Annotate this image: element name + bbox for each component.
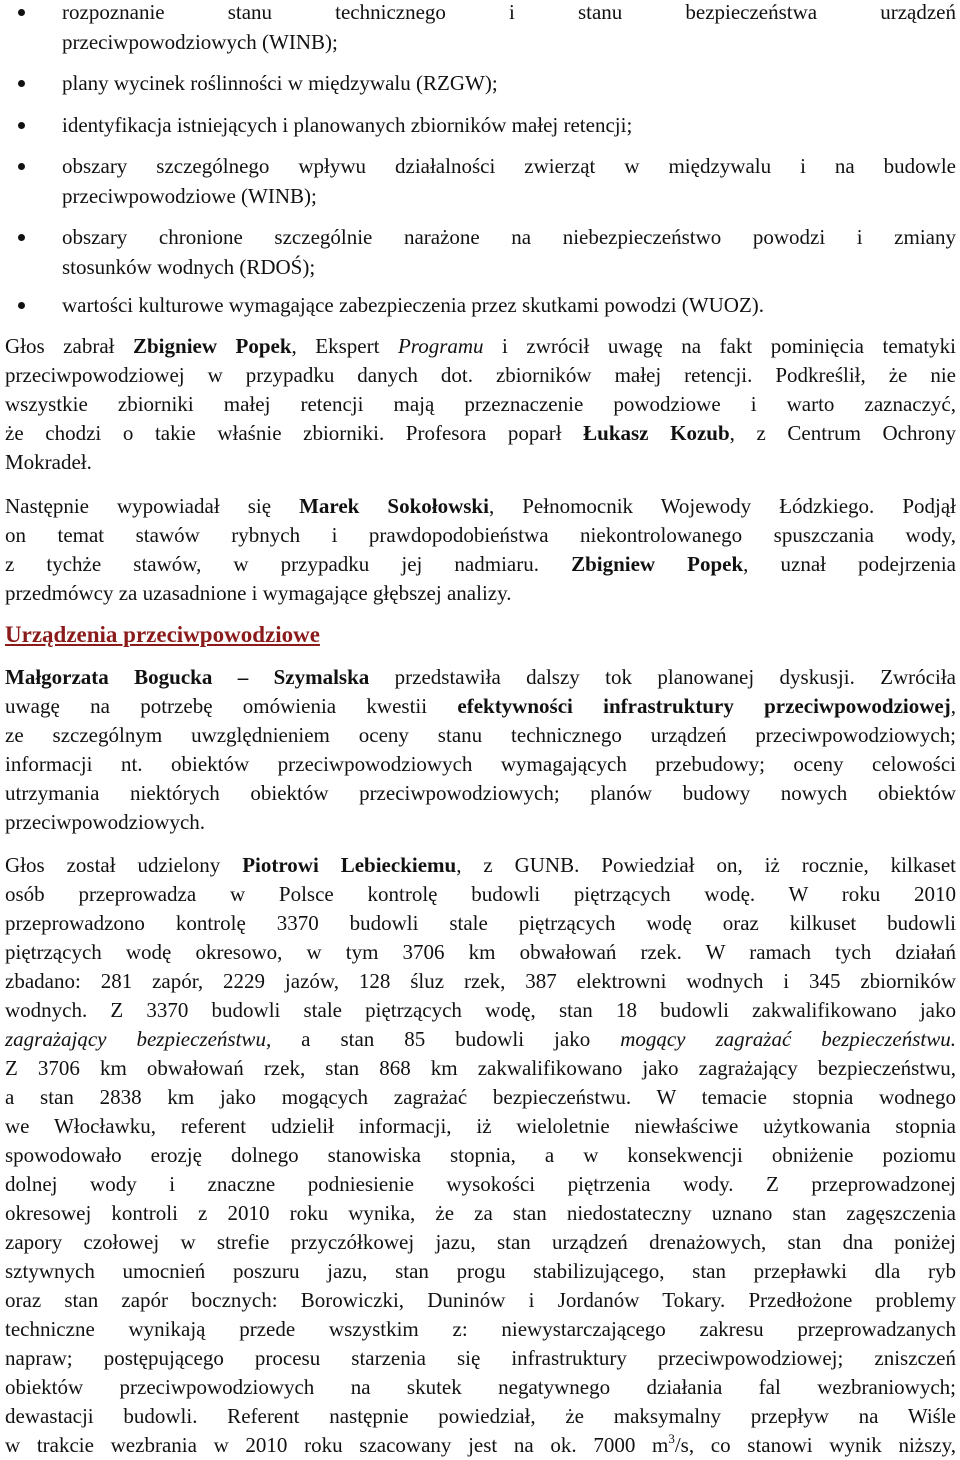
bullet-icon xyxy=(18,234,25,241)
paragraph-line: informacji nt. obiektów przeciwpowodziowych wymagających przebudowy; oceny celowości xyxy=(5,752,956,776)
paragraph-line: ze szczególnym uwzględnieniem oceny stanu technicznego urządzeń przeciwpowodziowych; xyxy=(5,723,956,747)
paragraph-line: wszystkie zbiorniki małej retencji mają przeznaczenie powodziowe i warto zaznaczyć, xyxy=(5,392,956,416)
paragraph-line: osób przeprowadza w Polsce kontrolę budowli piętrzących wodę. W roku 2010 xyxy=(5,882,956,906)
person-name: Zbigniew Popek xyxy=(133,334,292,358)
paragraph-line: Głos zabrał Zbigniew Popek, Ekspert Programu i zwrócił uwagę na fakt pominięcia tematyki xyxy=(5,334,956,358)
bullet-icon xyxy=(18,163,25,170)
paragraph-line: że chodzi o takie właśnie zbiorniki. Profesora poparł Łukasz Kozub, z Centrum Ochrony xyxy=(5,421,956,445)
bullet-text-line: przeciwpowodziowe (WINB); xyxy=(62,184,317,208)
bullet-icon xyxy=(18,80,25,87)
paragraph-line: utrzymania niektórych obiektów przeciwpowodziowych; planów budowy nowych obiektów xyxy=(5,781,956,805)
bullet-icon xyxy=(18,122,25,129)
bullet-icon xyxy=(18,9,25,16)
paragraph-line: zapory czołowej w strefie przyczółkowej jazu, stan urządzeń drenażowych, stan dna poniżej xyxy=(5,1230,956,1254)
paragraph-line: w trakcie wezbrania w 2010 roku szacowany jest na ok. 7000 $m^3/s$, co stanowi wynik niższy, xyxy=(5,1431,956,1457)
paragraph-line: napraw; postępującego procesu starzenia się infrastruktury przeciwpowodziowej; zniszczeń xyxy=(5,1346,956,1370)
paragraph-line: wodnych. Z 3370 budowli stale piętrzących wodę, stan 18 budowli zakwalifikowano jako xyxy=(5,998,956,1022)
bullet-text-line: plany wycinek roślinności w międzywalu (RZGW); xyxy=(62,71,498,95)
paragraph-line: dewastacji budowli. Referent następnie powiedział, że maksymalny przepływ na Wiśle xyxy=(5,1404,956,1428)
person-name: Małgorzata Bogucka – Szymalska xyxy=(5,665,370,689)
paragraph-line: przeprowadzono kontrolę 3370 budowli stale piętrzących wodę oraz kilkuset budowli xyxy=(5,911,956,935)
paragraph-line: uwagę na potrzebę omówienia kwestii efektywności infrastruktury przeciwpowodziowej, xyxy=(5,694,956,718)
paragraph-line: on temat stawów rybnych i prawdopodobieństwa niekontrolowanego spuszczania wody, xyxy=(5,523,956,547)
person-name: Piotrowi Lebieckiemu xyxy=(242,853,457,877)
paragraph-line: przeciwpowodziowych. xyxy=(5,810,206,834)
paragraph-line: spowodowało erozję dolnego stanowiska stopnia, a w konsekwencji obniżenie poziomu xyxy=(5,1143,956,1167)
person-name: Łukasz Kozub xyxy=(583,421,730,445)
bullet-text-line: wartości kulturowe wymagające zabezpieczenia przez skutkami powodzi (WUOZ). xyxy=(62,293,765,317)
superscript: 3 xyxy=(668,1431,675,1446)
bullet-text-line: obszary szczególnego wpływu działalności zwierząt w międzywalu i na budowle xyxy=(62,154,956,178)
paragraph-line: oraz stan zapór bocznych: Borowiczki, Duninów i Jordanów Tokary. Przedłożone problemy xyxy=(5,1288,956,1312)
person-name: Zbigniew Popek xyxy=(571,552,744,576)
paragraph-line: techniczne wynikają przede wszystkim z: niewystarczającego zakresu przeprowadzanych xyxy=(5,1317,956,1341)
paragraph-line: obiektów przeciwpowodziowych na skutek negatywnego działania fal wezbraniowych; xyxy=(5,1375,956,1399)
paragraph-line: piętrzących wodę okresowo, w tym 3706 km obwałowań rzek. W ramach tych działań xyxy=(5,940,956,964)
bullet-text-line: rozpoznanie stanu technicznego i stanu bezpieczeństwa urządzeń xyxy=(62,0,956,24)
paragraph-line: Małgorzata Bogucka – Szymalska przedstawiła dalszy tok planowanej dyskusji. Zwróciła xyxy=(5,665,956,689)
paragraph-line: okresowej kontroli z 2010 roku wynika, że za stan niedostateczny uznano stan zagęszczenia xyxy=(5,1201,956,1225)
paragraph-line: a stan 2838 km jako mogących zagrażać bezpieczeństwu. W temacie stopnia wodnego xyxy=(5,1085,956,1109)
person-name: Marek Sokołowski xyxy=(299,494,489,518)
paragraph-line: Mokradeł. xyxy=(5,450,92,474)
paragraph-line: przeciwpowodziowej w przypadku danych dot. zbiorników małej retencji. Podkreślił, że nie xyxy=(5,363,956,387)
paragraph-line: we Włocławku, referent udzielił informacji, iż wieloletnie niewłaściwe użytkowania stopnia xyxy=(5,1114,956,1138)
paragraph-line: z tychże stawów, w przypadku jej nadmiaru. Zbigniew Popek, uznał podejrzenia xyxy=(5,552,956,576)
section-heading: Urządzenia przeciwpowodziowe xyxy=(5,622,320,647)
paragraph-line: przedmówcy za uzasadnione i wymagające głębszej analizy. xyxy=(5,581,512,605)
paragraph-line: Następnie wypowiadał się Marek Sokołowski, Pełnomocnik Wojewody Łódzkiego. Podjął xyxy=(5,494,956,518)
bullet-text-line: identyfikacja istniejących i planowanych zbiorników małej retencji; xyxy=(62,113,633,137)
bullet-icon xyxy=(18,302,25,309)
paragraph-line: zagrażający bezpieczeństwu, a stan 85 budowli jako mogący zagrażać bezpieczeństwu. xyxy=(5,1027,957,1051)
paragraph-line: zbadano: 281 zapór, 2229 jazów, 128 śluz rzek, 387 elektrowni wodnych i 345 zbiorników xyxy=(5,969,956,993)
bullet-text-line: obszary chronione szczególnie narażone na niebezpieczeństwo powodzi i zmiany xyxy=(62,225,956,249)
paragraph-line: Z 3706 km obwałowań rzek, stan 868 km zakwalifikowano jako zagrażający bezpieczeństwu, xyxy=(5,1056,956,1080)
paragraph-line: Głos został udzielony Piotrowi Lebieckiemu, z GUNB. Powiedział on, iż rocznie, kilkaset xyxy=(5,853,956,877)
emphasis-text: efektywności infrastruktury przeciwpowodziowej xyxy=(457,694,951,718)
paragraph-line: sztywnych umocnień poszuru jazu, stan progu stabilizującego, stan przepławki dla ryb xyxy=(5,1259,956,1283)
paragraph-line: dolnej wody i znaczne podniesienie wysokości piętrzenia wody. Z przeprowadzonej xyxy=(5,1172,956,1196)
bullet-text-line: stosunków wodnych (RDOŚ); xyxy=(62,255,316,279)
bullet-text-line: przeciwpowodziowych (WINB); xyxy=(62,30,338,54)
